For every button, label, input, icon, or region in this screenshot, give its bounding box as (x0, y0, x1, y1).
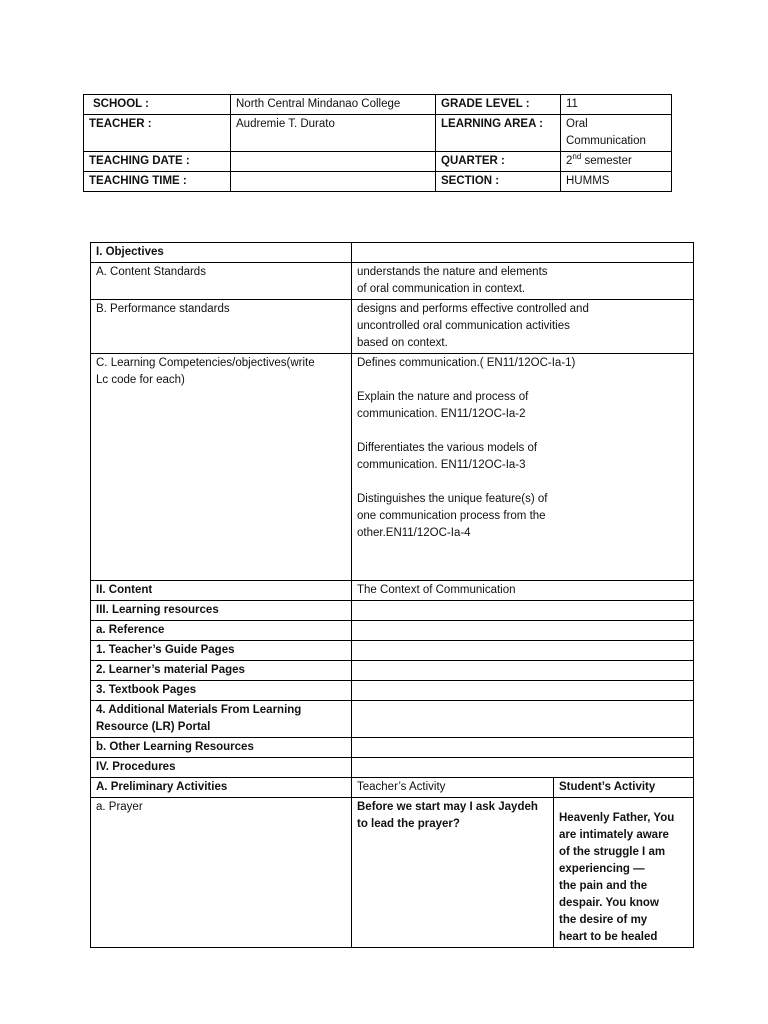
additional-materials-label: 4. Additional Materials From Learning Resource (LR) Portal (91, 701, 352, 738)
learning-area-label: LEARNING AREA : (436, 115, 561, 152)
teachers-guide-value (352, 641, 694, 661)
teacher-value: Audremie T. Durato (231, 115, 436, 152)
content-standards-row (91, 263, 694, 300)
reference-row (91, 621, 694, 641)
content-standards-label: A. Content Standards (91, 263, 352, 300)
other-resources-row (91, 738, 694, 758)
learning-resources-label: III. Learning resources (91, 601, 352, 621)
teaching-date-value (231, 152, 436, 172)
textbook-value (352, 681, 694, 701)
prayer-student-activity: Heavenly Father, You are intimately aware of the struggle I am experiencing — the pain and the despair. You know the desire of my heart to be healed (554, 798, 694, 948)
grade-level-label: GRADE LEVEL : (436, 95, 561, 115)
teacher-row (84, 115, 672, 152)
competency-3: Differentiates the various models of communication. EN11/12OC-Ia-3 (357, 442, 538, 471)
teaching-date-row (84, 152, 672, 172)
performance-standards-value: designs and performs effective controlled and uncontrolled oral communication activities based on context. (352, 300, 694, 354)
learning-resources-row (91, 601, 694, 621)
prayer-label: a. Prayer (91, 798, 352, 948)
preliminary-activities-label: A. Preliminary Activities (91, 778, 352, 798)
section-label: SECTION : (436, 172, 561, 192)
student-activity-header: Student’s Activity (554, 778, 694, 798)
additional-materials-row (91, 701, 694, 738)
teaching-date-label: TEACHING DATE : (84, 152, 231, 172)
teacher-activity-header: Teacher’s Activity (352, 778, 554, 798)
performance-standards-row (91, 300, 694, 354)
teaching-time-label: TEACHING TIME : (84, 172, 231, 192)
competencies-label: C. Learning Competencies/objectives(write Lc code for each) (91, 354, 352, 581)
content-standards-value: understands the nature and elements of oral communication in context. (352, 263, 694, 300)
textbook-row (91, 681, 694, 701)
lesson-plan-table (90, 242, 694, 948)
textbook-label: 3. Textbook Pages (91, 681, 352, 701)
quarter-ordinal: nd (572, 152, 582, 162)
teachers-guide-row (91, 641, 694, 661)
content-label: II. Content (91, 581, 352, 601)
learning-area-value: Oral Communication (561, 115, 672, 152)
section-value: HUMMS (561, 172, 672, 192)
competency-4: Distinguishes the unique feature(s) of one communication process from the other.EN11/12OC-Ia-4 (357, 493, 548, 539)
competencies-value (352, 354, 694, 581)
quarter-value (561, 152, 672, 172)
school-value: North Central Mindanao College (231, 95, 436, 115)
teachers-guide-label: 1. Teacher’s Guide Pages (91, 641, 352, 661)
quarter-semester: semester (581, 155, 632, 167)
procedures-value (352, 758, 694, 778)
performance-standards-label: B. Performance standards (91, 300, 352, 354)
objectives-label: I. Objectives (91, 243, 352, 263)
reference-value (352, 621, 694, 641)
learners-material-row (91, 661, 694, 681)
learners-material-label: 2. Learner’s material Pages (91, 661, 352, 681)
teaching-time-row (84, 172, 672, 192)
procedures-label: IV. Procedures (91, 758, 352, 778)
quarter-label: QUARTER : (436, 152, 561, 172)
competency-1: Defines communication.( EN11/12OC-Ia-1) (357, 357, 576, 369)
content-value: The Context of Communication (352, 581, 694, 601)
school-label: SCHOOL : (84, 95, 231, 115)
quarter-number: 2 (566, 155, 573, 167)
other-resources-value (352, 738, 694, 758)
competencies-row (91, 354, 694, 581)
header-info-table (83, 94, 672, 192)
teaching-time-value (231, 172, 436, 192)
procedures-row (91, 758, 694, 778)
other-resources-label: b. Other Learning Resources (91, 738, 352, 758)
competency-2: Explain the nature and process of communication. EN11/12OC-Ia-2 (357, 391, 529, 420)
grade-level-value: 11 (561, 95, 672, 115)
prayer-teacher-activity: Before we start may I ask Jaydeh to lead the prayer? (352, 798, 554, 948)
reference-label: a. Reference (91, 621, 352, 641)
learners-material-value (352, 661, 694, 681)
preliminary-activities-row (91, 778, 694, 798)
objectives-row (91, 243, 694, 263)
objectives-value (352, 243, 694, 263)
content-row (91, 581, 694, 601)
learning-resources-value (352, 601, 694, 621)
additional-materials-value (352, 701, 694, 738)
school-row (84, 95, 672, 115)
prayer-row (91, 798, 694, 948)
teacher-label: TEACHER : (84, 115, 231, 152)
